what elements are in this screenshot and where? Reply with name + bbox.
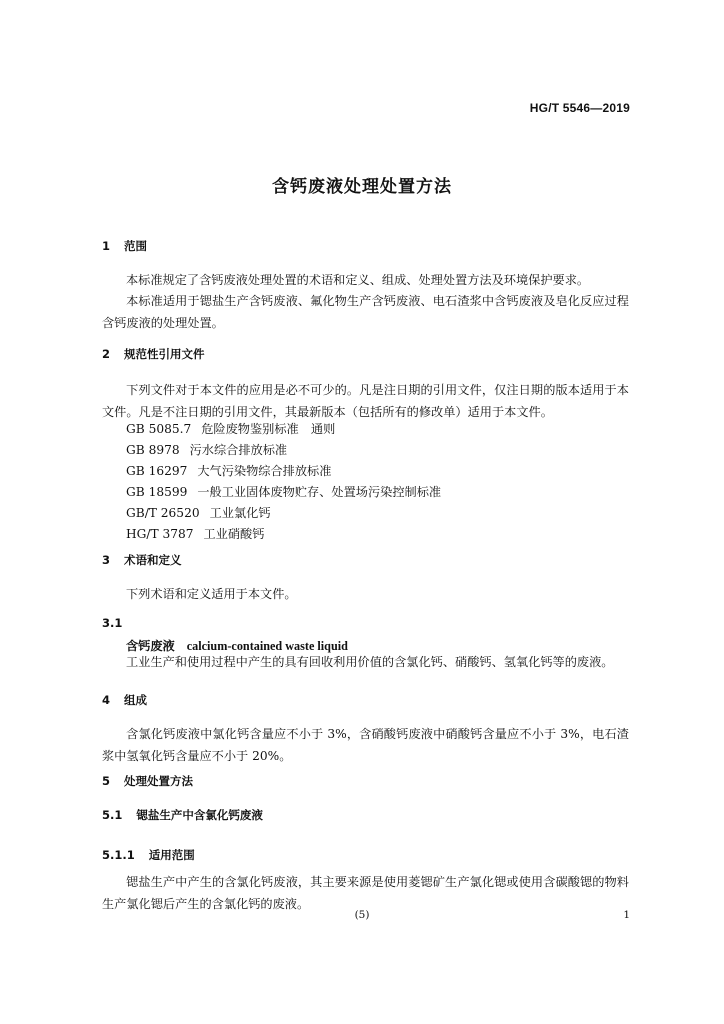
section-1-paragraph-2 <box>102 291 629 334</box>
reference-name: 工业硝酸钙 <box>203 527 265 541</box>
section-4-paragraph <box>102 724 629 767</box>
section-title: 范围 <box>124 239 148 253</box>
reference-name: 污水综合排放标准 <box>189 443 288 457</box>
section-3-intro <box>102 584 629 606</box>
reference-name: 工业氯化钙 <box>209 506 271 520</box>
section-number: 1 <box>102 239 111 253</box>
reference-code: GB 8978 <box>126 443 180 457</box>
page-number: 1 <box>623 909 630 921</box>
section-2-intro <box>102 380 629 423</box>
term-definition <box>102 652 629 674</box>
term-english: calcium-contained waste liquid <box>186 639 348 653</box>
section-5-heading <box>102 773 193 789</box>
section-title: 组成 <box>124 693 148 707</box>
paragraph-text: 下列术语和定义适用于本文件。 <box>126 587 297 601</box>
reference-item <box>126 420 335 437</box>
standard-code: HG/T 5546—2019 <box>529 101 630 115</box>
reference-name: 大气污染物综合排放标准 <box>197 464 332 478</box>
subsection-5-1-1-heading <box>102 847 195 863</box>
reference-item <box>126 462 331 479</box>
reference-code: GB/T 26520 <box>126 506 200 520</box>
section-title: 术语和定义 <box>124 553 182 567</box>
reference-name: 一般工业固体废物贮存、处置场污染控制标准 <box>197 485 442 499</box>
section-number: 5.1.1 <box>102 848 135 862</box>
section-title: 处理处置方法 <box>124 774 194 788</box>
paragraph-text: 本标准规定了含钙废液处理处置的术语和定义、组成、处理处置方法及环境保护要求。 <box>126 273 590 287</box>
section-1-heading <box>102 238 147 254</box>
reference-name: 危险废物鉴别标准 通则 <box>201 422 336 436</box>
footer-sheet-number: (5) <box>354 909 370 921</box>
reference-code: GB 18599 <box>126 485 188 499</box>
section-title: 适用范围 <box>148 848 195 862</box>
section-number: 5.1 <box>102 808 123 822</box>
subsection-5-1-heading <box>102 807 263 823</box>
section-number: 3 <box>102 553 111 567</box>
section-number: 2 <box>102 347 111 361</box>
document-title: 含钙废液处理处置方法 <box>272 177 452 197</box>
section-3-heading <box>102 552 182 568</box>
section-number: 4 <box>102 693 111 707</box>
reference-code: HG/T 3787 <box>126 527 194 541</box>
section-title: 锶盐生产中含氯化钙废液 <box>136 808 263 822</box>
term-chinese: 含钙废液 <box>126 639 175 653</box>
reference-item <box>126 504 271 521</box>
paragraph-text: 本标准适用于锶盐生产含钙废液、氟化物生产含钙废液、电石渣浆中含钙废液及皂化反应过程含钙废液的处理处置。 <box>102 294 629 330</box>
reference-item <box>126 483 441 500</box>
reference-code: GB 16297 <box>126 464 188 478</box>
subsection-3-1-number: 3.1 <box>102 616 123 630</box>
section-number: 5 <box>102 774 111 788</box>
paragraph-text: 锶盐生产中产生的含氯化钙废液，其主要来源是使用菱锶矿生产氯化锶或使用含碳酸锶的物料生产氯化锶后产生的含氯化钙的废液。 <box>102 875 629 911</box>
reference-item <box>126 525 264 542</box>
section-4-heading <box>102 692 147 708</box>
reference-item <box>126 441 287 458</box>
section-title: 规范性引用文件 <box>124 347 205 361</box>
reference-code: GB 5085.7 <box>126 422 192 436</box>
section-1-paragraph-1 <box>102 270 629 292</box>
paragraph-text: 下列文件对于本文件的应用是必不可少的。凡是注日期的引用文件，仅注日期的版本适用于本文件。凡是不注日期的引用文件，其最新版本（包括所有的修改单）适用于本文件。 <box>102 383 629 419</box>
section-2-heading <box>102 346 205 362</box>
paragraph-text: 含氯化钙废液中氯化钙含量应不小于 3%，含硝酸钙废液中硝酸钙含量应不小于 3%，电石渣浆中氢氧化钙含量应不小于 20%。 <box>102 727 629 763</box>
paragraph-text: 工业生产和使用过程中产生的具有回收利用价值的含氯化钙、硝酸钙、氢氧化钙等的废液。 <box>126 655 614 669</box>
